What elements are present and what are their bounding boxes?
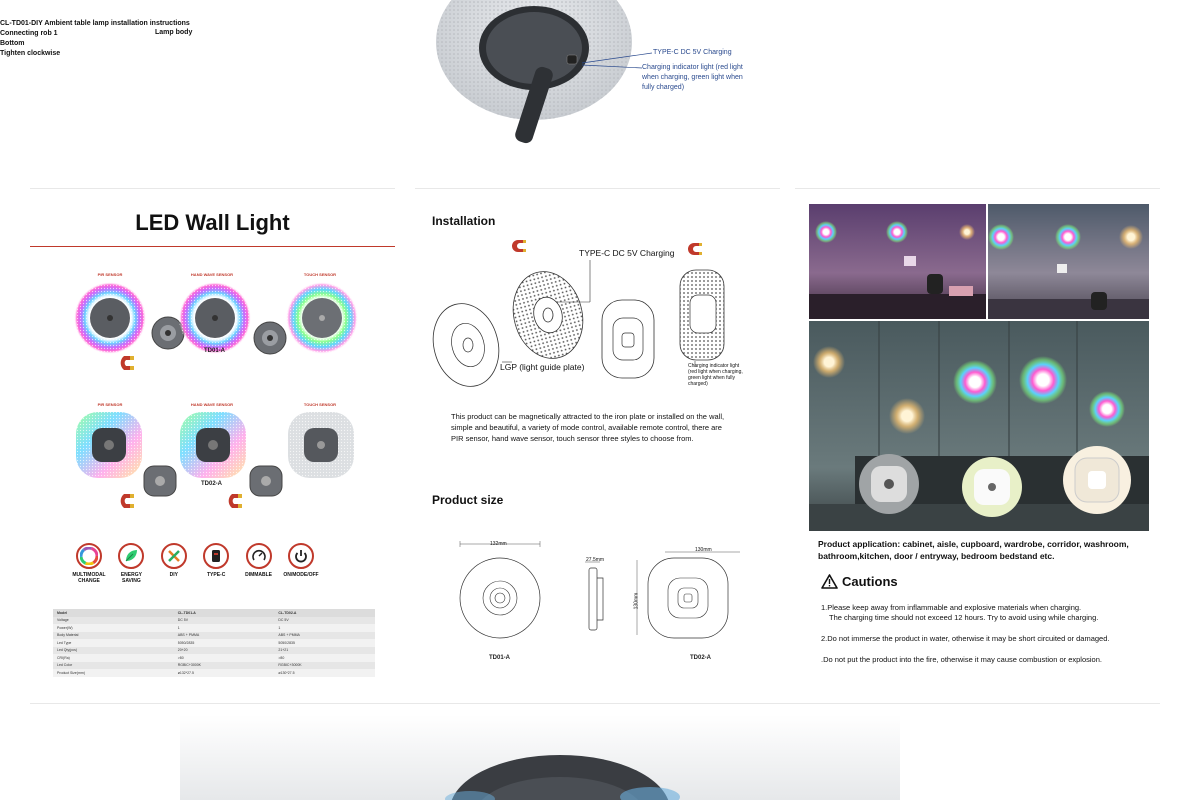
spec-cell: RGBIC+3000K xyxy=(274,662,375,670)
sensor-label-pir: PIR SENSOR xyxy=(97,272,123,277)
indicator-line: when charging, green light when xyxy=(642,74,743,81)
dimension-td02: 130mm xyxy=(695,547,712,553)
spec-cell: ø132*27.5 xyxy=(174,669,275,677)
dimension-depth: 27.5mm xyxy=(586,557,605,563)
top-lamp-charging-label: TYPE-C DC 5V Charging xyxy=(653,49,732,56)
product-application-text: Product application: cabinet, aisle, cupboard, wardrobe, corridor, washroom, bathroom,kitchen, door / entryway, bedroom bedstand etc. xyxy=(818,539,1129,561)
instructions-tighten: Tighten clockwise xyxy=(0,50,61,57)
feature-multimodal xyxy=(70,543,108,588)
usb-c-icon xyxy=(203,543,229,569)
sensor-label-touch: TOUCH SENSOR xyxy=(303,402,337,407)
feature-energy-saving xyxy=(112,543,150,588)
section-divider xyxy=(30,703,1160,704)
indicator-line: green light when fully xyxy=(688,375,735,381)
spec-cell: CL-TD02-A xyxy=(274,609,375,617)
installation-description xyxy=(451,411,771,444)
dimension-td01: 132mm xyxy=(490,541,507,547)
feature-label: DIY xyxy=(169,572,178,578)
title-rule xyxy=(30,246,395,247)
spec-cell: RGBIC+3000K xyxy=(174,662,275,670)
spec-row xyxy=(53,639,375,647)
indicator-line: Charging indicator light (red light xyxy=(642,64,743,71)
spec-cell: 5050/2835 xyxy=(174,639,275,647)
bottom-lamp-illustration xyxy=(180,715,900,800)
cautions-heading xyxy=(821,574,898,589)
feature-diy xyxy=(155,543,193,588)
spec-row xyxy=(53,647,375,655)
spec-table xyxy=(53,609,375,677)
product-size-diagram xyxy=(455,538,755,663)
spec-row xyxy=(53,632,375,640)
spec-cell: CRI(Ra) xyxy=(53,654,174,662)
spec-row xyxy=(53,624,375,632)
feature-label: TYPE-C xyxy=(207,572,226,578)
spec-cell: 1 xyxy=(274,624,375,632)
dimension-td02-height: 130mm xyxy=(633,592,640,610)
spec-cell: CL-TD01-A xyxy=(174,609,275,617)
model-label-td02: TD02-A xyxy=(201,481,223,487)
section-divider xyxy=(415,188,780,189)
installation-indicator-label xyxy=(688,363,758,387)
spec-row xyxy=(53,609,375,617)
sensor-label-touch: TOUCH SENSOR xyxy=(303,272,337,277)
indicator-line: charged) xyxy=(688,381,708,387)
sensor-label-hand-wave: HAND WAVE SENSOR xyxy=(190,402,234,407)
magnet-icon xyxy=(120,490,146,512)
spec-cell: ø130*27.5 xyxy=(274,669,375,677)
spec-cell: Led Color xyxy=(53,662,174,670)
spec-cell: Led Type xyxy=(53,639,174,647)
instructions-step1: Connecting rob 1 xyxy=(0,30,58,37)
instructions-bottom: Bottom xyxy=(0,40,25,47)
power-icon xyxy=(288,543,314,569)
feature-label: MULTIMODAL CHANGE xyxy=(72,572,106,584)
product-size-title: Product size xyxy=(432,493,504,507)
description-line: simple and beautiful, a variety of mode control, available remote control, there are xyxy=(451,423,722,432)
leaf-icon xyxy=(118,543,144,569)
lamp-body-label: Lamp body xyxy=(155,29,193,36)
size-label-td01: TD01-A xyxy=(489,655,511,661)
spec-row xyxy=(53,669,375,677)
caution-item-2: 2.Do not immerse the product in water, otherwise it may be short circuited or damaged. xyxy=(821,634,1110,643)
indicator-line: Charging indicator light xyxy=(688,363,740,369)
application-photos xyxy=(809,204,1149,531)
spec-row xyxy=(53,654,375,662)
spec-cell: 1 xyxy=(174,624,275,632)
spec-cell: Voltage xyxy=(53,617,174,625)
installation-charging-label: TYPE-C DC 5V Charging xyxy=(579,248,675,258)
size-label-td02: TD02-A xyxy=(690,655,712,661)
spec-cell: >80 xyxy=(274,654,375,662)
cautions-title: Cautions xyxy=(842,574,898,589)
spec-cell: ABS + PMMA xyxy=(274,632,375,640)
dimmer-icon xyxy=(246,543,272,569)
instructions-title: CL-TD01-DIY Ambient table lamp installation instructions xyxy=(0,20,190,27)
model-label-td01: TD01-A xyxy=(204,348,226,354)
feature-label: DIMMABLE xyxy=(245,572,273,578)
tools-icon xyxy=(161,543,187,569)
sensor-label-pir: PIR SENSOR xyxy=(97,402,123,407)
spec-cell: Power(W) xyxy=(53,624,174,632)
spec-cell: ABS + PMMA xyxy=(174,632,275,640)
feature-power xyxy=(282,543,320,588)
spec-cell: Led Qty(pcs) xyxy=(53,647,174,655)
feature-label: ENERGY SAVING xyxy=(120,572,142,584)
top-lamp-callout-lines xyxy=(580,50,655,75)
color-wheel-icon xyxy=(76,543,102,569)
spec-cell: 21+21 xyxy=(274,647,375,655)
feature-label: ON/MODE/OFF xyxy=(283,572,319,578)
caution-item-1: 1.Please keep away from inflammable and explosive materials when charging. xyxy=(821,603,1082,612)
spec-cell: Body Material xyxy=(53,632,174,640)
spec-cell: Model xyxy=(53,609,174,617)
section-divider xyxy=(795,188,1160,189)
sensor-label-hand-wave: HAND WAVE SENSOR xyxy=(190,272,234,277)
magnet-icon xyxy=(228,490,254,512)
spec-cell: 5050/2835 xyxy=(274,639,375,647)
spec-cell: DC 5V xyxy=(274,617,375,625)
page-title: LED Wall Light xyxy=(135,210,290,235)
feature-icons xyxy=(70,543,320,588)
section-divider xyxy=(30,188,395,189)
indicator-line: fully charged) xyxy=(642,84,685,91)
warning-icon xyxy=(821,574,838,589)
installation-title: Installation xyxy=(432,214,496,228)
top-lamp-indicator-label xyxy=(642,63,752,93)
feature-type-c xyxy=(197,543,235,588)
magnet-icon xyxy=(120,352,146,374)
description-line: PIR sensor, hand wave sensor, touch sensor three styles to choose from. xyxy=(451,434,694,443)
spec-row xyxy=(53,662,375,670)
spec-cell: Product Size(mm) xyxy=(53,669,174,677)
feature-dimmable xyxy=(240,543,278,588)
instructions-block xyxy=(0,19,193,59)
caution-item-3: .Do not put the product into the fire, otherwise it may cause combustion or explosion. xyxy=(821,655,1102,664)
spec-cell: 20+20 xyxy=(174,647,275,655)
indicator-line: (red light when charging, xyxy=(688,369,743,375)
spec-row xyxy=(53,617,375,625)
description-line: This product can be magnetically attracted to the iron plate or installed on the wall, xyxy=(451,412,725,421)
lgp-label: LGP (light guide plate) xyxy=(500,362,585,372)
spec-cell: >80 xyxy=(174,654,275,662)
caution-item-1b: The charging time should not exceed 12 hours. Try to avoid using while charging. xyxy=(829,613,1099,622)
spec-cell: DC 5V xyxy=(174,617,275,625)
